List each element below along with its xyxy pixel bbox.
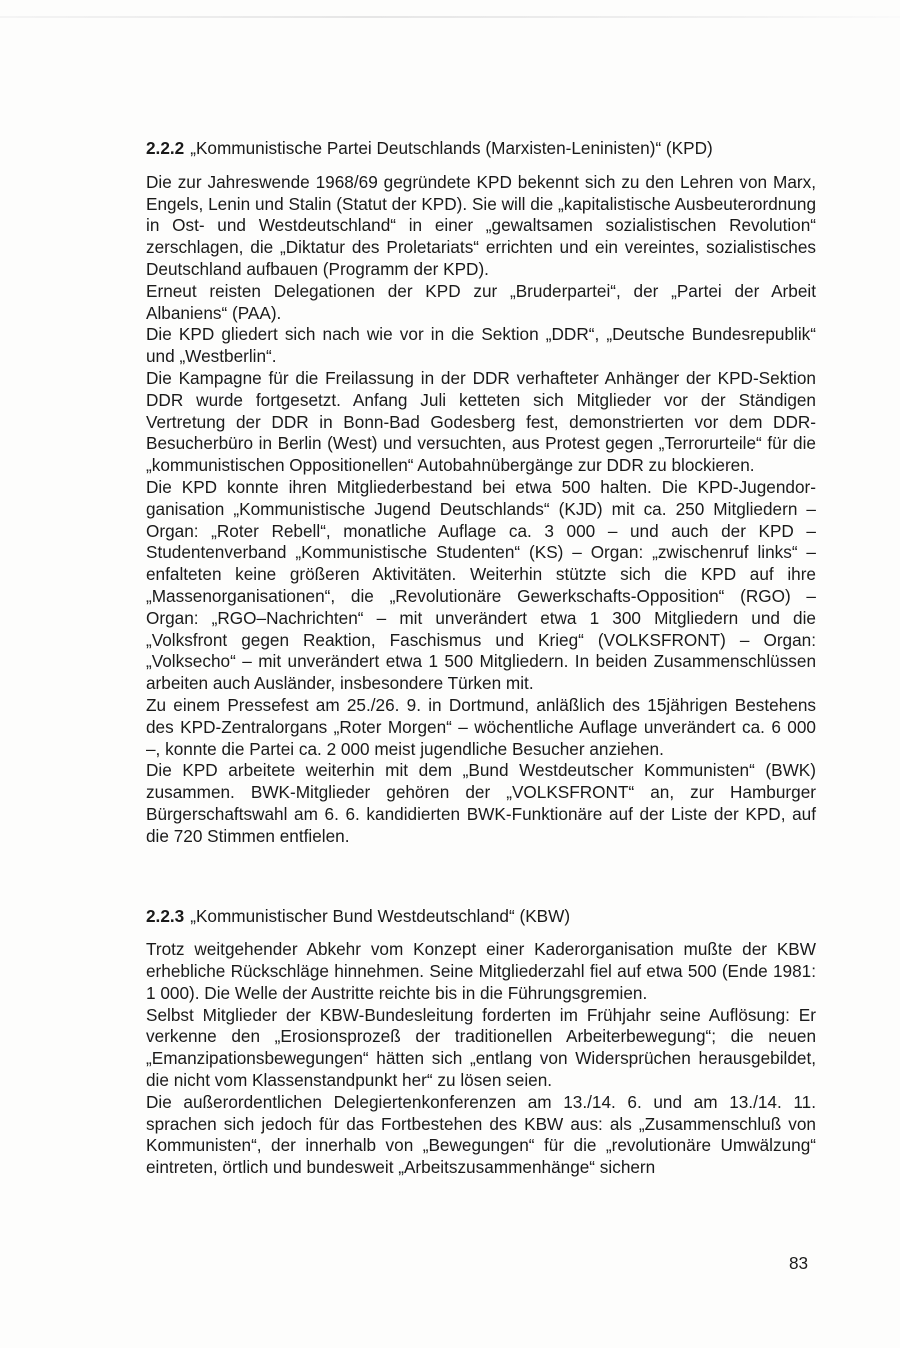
paragraph: Selbst Mitglieder der KBW-Bundesleitung forderten im Frühjahr seine Auflösung: Er verkenne den „Erosionsprozeß der traditionellen Arbeiterbewegung“; die neuen „Emanzipationsbewegungen“ hätten sich „entlang von Widersprüchen herausgebildet, die nicht vom Klassenstandpunkt her“ zu lösen seien. xyxy=(146,1004,816,1091)
paragraph: Erneut reisten Delegationen der KPD zur „Bruderpartei“, der „Partei der Arbeit Albaniens“ (PAA). xyxy=(146,280,816,323)
paragraph: Trotz weitgehender Abkehr vom Konzept einer Kaderorganisation mußte der KBW erhebliche Rückschläge hinnehmen. Seine Mitgliederzahl fiel auf etwa 500 (Ende 1981: 1 000). Die Welle der Austritte reichte bis in die Führungsgremien. xyxy=(146,939,816,1003)
section-spacer xyxy=(146,848,816,906)
page-content xyxy=(146,138,816,1179)
paragraph: Die KPD konnte ihren Mitgliederbestand bei etwa 500 halten. Die KPD-Jugendorganisation „Kommunistische Jugend Deutschlands“ (KJD) mit ca. 250 Mitgliedern – Organ: „Roter Rebell“, monatliche Auflage ca. 3 000 – und auch der KPD – Studentenverband „Kommunistische Studenten“ (KS) – Organ: „zwischenruf links“ – enfalteten keine größeren Aktivitäten. Weiterhin stützte sich die KPD auf ihre „Massenorganisationen“, die „Revolutionäre Gewerkschafts-Opposition“ (RGO) – Organ: „RGO–Nachrichten“ – mit unverändert etwa 1 300 Mitgliedern und die „Volksfront gegen Reaktion, Faschismus und Krieg“ (VOLKSFRONT) – Organ: „Volksecho“ – mit unverändert etwa 1 500 Mitgliedern. In beiden Zusammenschlüssen arbeiten auch Ausländer, insbesondere Türken mit. xyxy=(146,476,816,694)
scan-top-edge xyxy=(0,16,900,18)
section-title: „Kommunistischer Bund Westdeutschland“ (KBW) xyxy=(190,905,571,926)
page-number: 83 xyxy=(789,1253,809,1273)
section-number: 2.2.3 xyxy=(146,905,185,926)
paragraph: Die KPD arbeitete weiterhin mit dem „Bund Westdeutscher Kommunisten“ (BWK) zusammen. BWK-Mitglieder gehören der „VOLKSFRONT“ an, zur Hamburger Bürgerschaftswahl am 6. 6. kandidierten BWK-Funktionäre auf der Liste der KPD, auf die 720 Stimmen entfielen. xyxy=(146,760,816,846)
paragraph: Die zur Jahreswende 1968/69 gegründete KPD bekennt sich zu den Lehren von Marx, Engels, Lenin und Stalin (Statut der KPD). Sie will die „kapitalistische Ausbeuterordnung in Ost- und Westdeutschland“ in einer „gewaltsamen sozialistischen Revolution“ zerschlagen, die „Diktatur des Proletariats“ errichten und ein vereintes, sozialistisches Deutschland aufbauen (Programm der KPD). xyxy=(146,171,816,279)
section-title: „Kommunistische Partei Deutschlands (Marxisten-Leninisten)“ (KPD) xyxy=(190,138,713,158)
section-number: 2.2.2 xyxy=(146,138,185,158)
paragraph: Zu einem Pressefest am 25./26. 9. in Dortmund, anläßlich des 15jährigen Bestehens des KPD-Zentralorgans „Roter Morgen“ – wöchentliche Auflage unverändert ca. 6 000 –, konnte die Partei ca. 2 000 meist jugendliche Besucher anziehen. xyxy=(146,694,816,759)
section-heading-kbw xyxy=(146,906,816,928)
paragraph: Die Kampagne für die Freilassung in der DDR verhafteter Anhänger der KPD-Sektion DDR wurde fortgesetzt. Anfang Juli ketteten sich Mitglieder vor der Ständigen Vertretung der DDR in Bonn-Bad Godesberg fest, demonstrierten vor dem DDR-Besucherbüro in Berlin (West) und versuchten, aus Protest gegen „Terrorurteile“ für die „kommunistischen Oppositionellen“ Autobahnübergänge zur DDR zu blockieren. xyxy=(146,367,816,476)
paragraph: Die KPD gliedert sich nach wie vor in die Sektion „DDR“, „Deutsche Bundesrepublik“ und „Westberlin“. xyxy=(146,324,816,367)
section-heading-kpd xyxy=(146,138,816,160)
paragraph: Die außerordentlichen Delegiertenkonferenzen am 13./14. 6. und am 13./14. 11. sprachen sich jedoch für das Fortbestehen des KBW aus: als „Zusammenschluß von Kommunisten“, der innerhalb von „Bewegungen“ für die „revolutionäre Umwälzung“ eintreten, örtlich und bundesweit „Arbeitszusammenhänge“ sichern xyxy=(146,1091,816,1178)
